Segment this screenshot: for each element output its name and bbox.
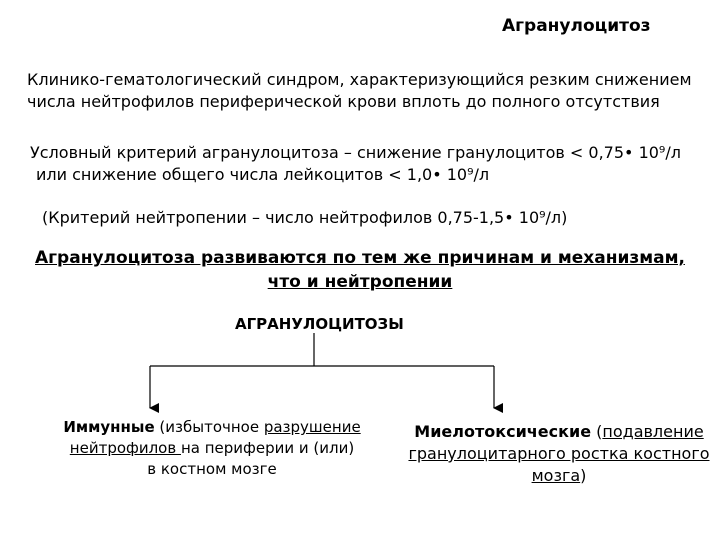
myelotoxic-label: Миелотоксические [414, 422, 592, 441]
causes-line-1: Агранулоцитоза развиваются по тем же причинам и механизмам, [35, 248, 685, 268]
myelotoxic-marrow: мозга [531, 466, 581, 485]
immune-rest-1: на периферии и (или) [180, 439, 355, 457]
immune-line-3: в костном мозге [147, 460, 277, 478]
myelotoxic-line-3 [404, 465, 714, 487]
definition-line-1: Клинико-гематологический синдром, характеризующийся резким снижением [27, 70, 692, 89]
immune-line-2 [46, 438, 378, 459]
causes-line-2: что и нейтропении [267, 272, 453, 292]
myelotoxic-suppression: подавление [602, 422, 704, 441]
myelotoxic-branch [404, 421, 714, 487]
definition-line-2: числа нейтрофилов периферической крови вплоть до полного отсутствия [27, 92, 660, 111]
criterion-line-1: Условный критерий агранулоцитоза – снижение гранулоцитов < 0,75• 10⁹/л [30, 143, 681, 162]
immune-branch [46, 417, 378, 480]
myelotoxic-paren: ( [591, 422, 603, 441]
page-title: Агранулоцитоз [502, 16, 651, 36]
immune-line-1 [46, 417, 378, 438]
myelotoxic-paren-close: ) [580, 466, 587, 485]
immune-neutrophils: нейтрофилов [69, 439, 181, 457]
immune-label: Иммунные [63, 418, 155, 436]
myelotoxic-line-2: гранулоцитарного ростка костного [408, 444, 710, 463]
immune-destruction: разрушение [263, 418, 361, 436]
diagram-root-label: АГРАНУЛОЦИТОЗЫ [235, 315, 404, 333]
criterion-line-2: или снижение общего числа лейкоцитов < 1,0• 10⁹/л [36, 165, 490, 184]
myelotoxic-line-1 [404, 421, 714, 443]
neutropenia-criterion: (Критерий нейтропении – число нейтрофилов 0,75-1,5• 10⁹/л) [42, 208, 568, 227]
immune-paren: (избыточное [154, 418, 264, 436]
